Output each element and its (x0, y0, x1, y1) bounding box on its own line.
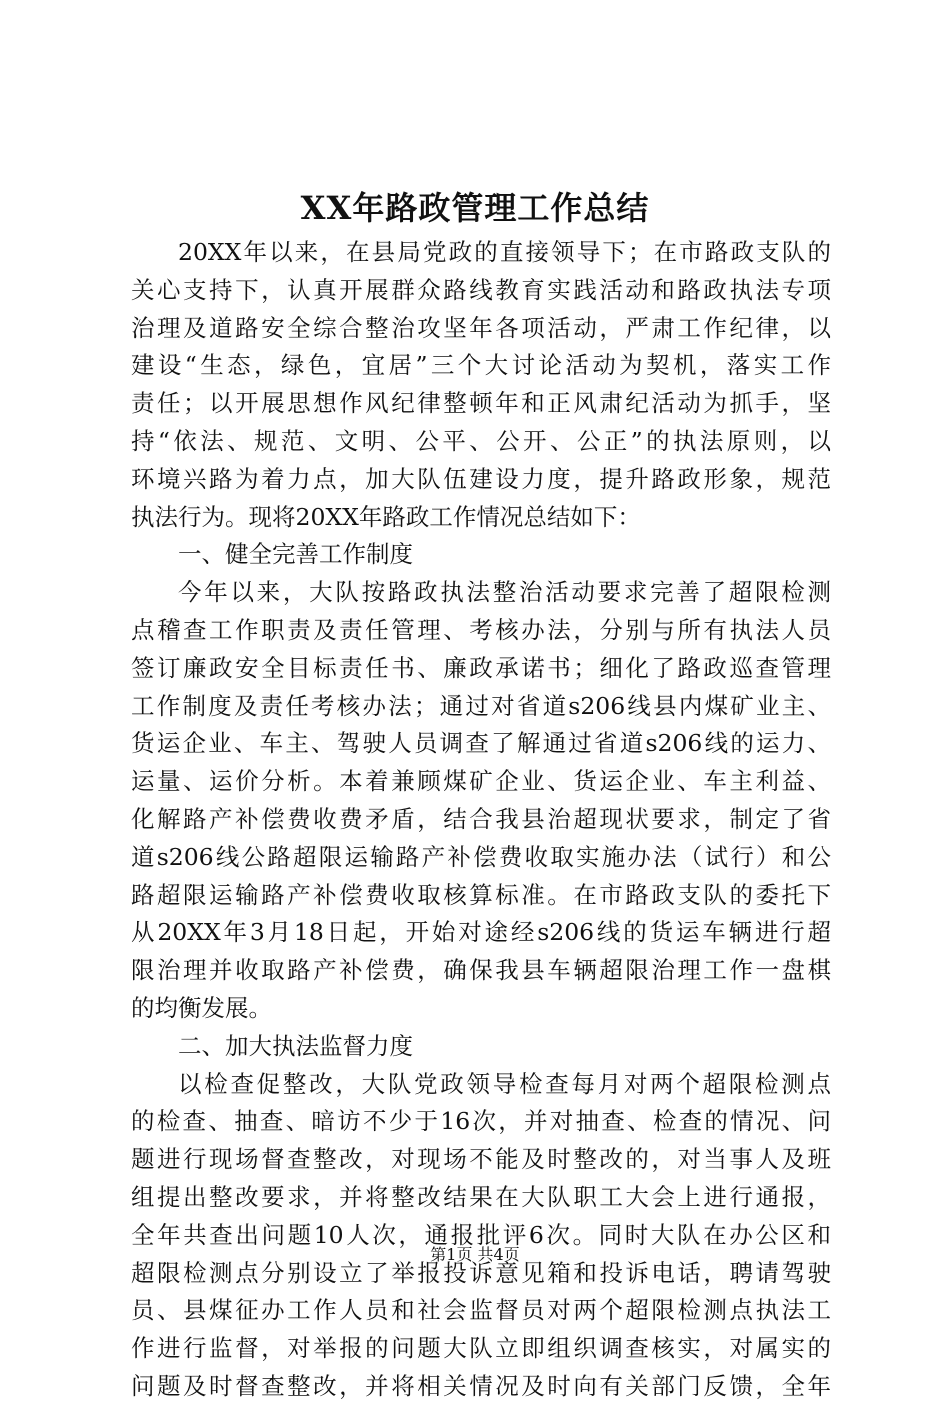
text-line: 治理及道路安全综合整治攻坚年各项活动，严肃工作纪律，以 (131, 313, 831, 342)
text-line: 运量、运价分析。本着兼顾煤矿企业、货运企业、车主利益、 (131, 767, 831, 796)
text-line: 全年共查出问题10人次，通报批评6次。同时大队在办公区和 (131, 1220, 831, 1249)
text-line: 执法行为。现将20XX年路政工作情况总结如下： (131, 502, 641, 531)
text-line: 持“依法、规范、文明、公平、公开、公正”的执法原则，以 (131, 426, 831, 455)
text-line: 作进行监督，对举报的问题大队立即组织调查核实，对属实的 (131, 1334, 831, 1363)
text-line: 关心支持下，认真开展群众路线教育实践活动和路政执法专项 (131, 275, 831, 304)
text-line: 的均衡发展。 (131, 993, 272, 1022)
text-line: 组提出整改要求，并将整改结果在大队职工大会上进行通报， (131, 1182, 831, 1211)
text-line: 问题及时督查整改，并将相关情况及时向有关部门反馈，全年 (131, 1371, 831, 1400)
text-line: 从20XX年3月18日起，开始对途经s206线的货运车辆进行超 (131, 918, 831, 947)
document-title: XX年路政管理工作总结 (300, 189, 650, 227)
text-line: 题进行现场督查整改，对现场不能及时整改的，对当事人及班 (131, 1145, 831, 1174)
document-body (131, 234, 831, 1406)
text-line: 货运企业、车主、驾驶人员调查了解通过省道s206线的运力、 (131, 729, 831, 758)
text-line: 责任；以开展思想作风纪律整顿年和正风肃纪活动为抓手，坚 (131, 389, 831, 418)
text-line: 限治理并收取路产补偿费，确保我县车辆超限治理工作一盘棋 (131, 956, 831, 985)
text-line: 的检查、抽查、暗访不少于16次，并对抽查、检查的情况、问 (131, 1107, 831, 1136)
text-line: 二、加大执法监督力度 (178, 1031, 413, 1060)
text-line: 路超限运输路产补偿费收取核算标准。在市路政支队的委托下 (131, 880, 831, 909)
text-line: 环境兴路为着力点，加大队伍建设力度，提升路政形象，规范 (131, 464, 831, 493)
text-line: 一、健全完善工作制度 (178, 540, 413, 569)
text-line: 今年以来，大队按路政执法整治活动要求完善了超限检测 (178, 578, 831, 607)
text-line: 建设“生态，绿色，宜居”三个大讨论活动为契机，落实工作 (131, 351, 831, 380)
text-line: 点稽查工作职责及责任管理、考核办法，分别与所有执法人员 (131, 615, 831, 644)
text-line: 员、县煤征办工作人员和社会监督员对两个超限检测点执法工 (131, 1296, 831, 1325)
text-line: 化解路产补偿费收费矛盾，结合我县治超现状要求，制定了省 (131, 804, 831, 833)
text-line: 以检查促整改，大队党政领导检查每月对两个超限检测点 (178, 1069, 831, 1098)
page-footer: 第1页 共4页 (430, 1245, 520, 1264)
text-line: 签订廉政安全目标责任书、廉政承诺书；细化了路政巡查管理 (131, 653, 831, 682)
text-line: 20XX年以来，在县局党政的直接领导下；在市路政支队的 (178, 238, 831, 266)
text-line: 工作制度及责任考核办法；通过对省道s206线县内煤矿业主、 (131, 691, 831, 720)
text-line: 道s206线公路超限运输路产补偿费收取实施办法（试行）和公 (131, 842, 831, 871)
text-line: 超限检测点分别设立了举报投诉意见箱和投诉电话，聘请驾驶 (131, 1258, 831, 1287)
